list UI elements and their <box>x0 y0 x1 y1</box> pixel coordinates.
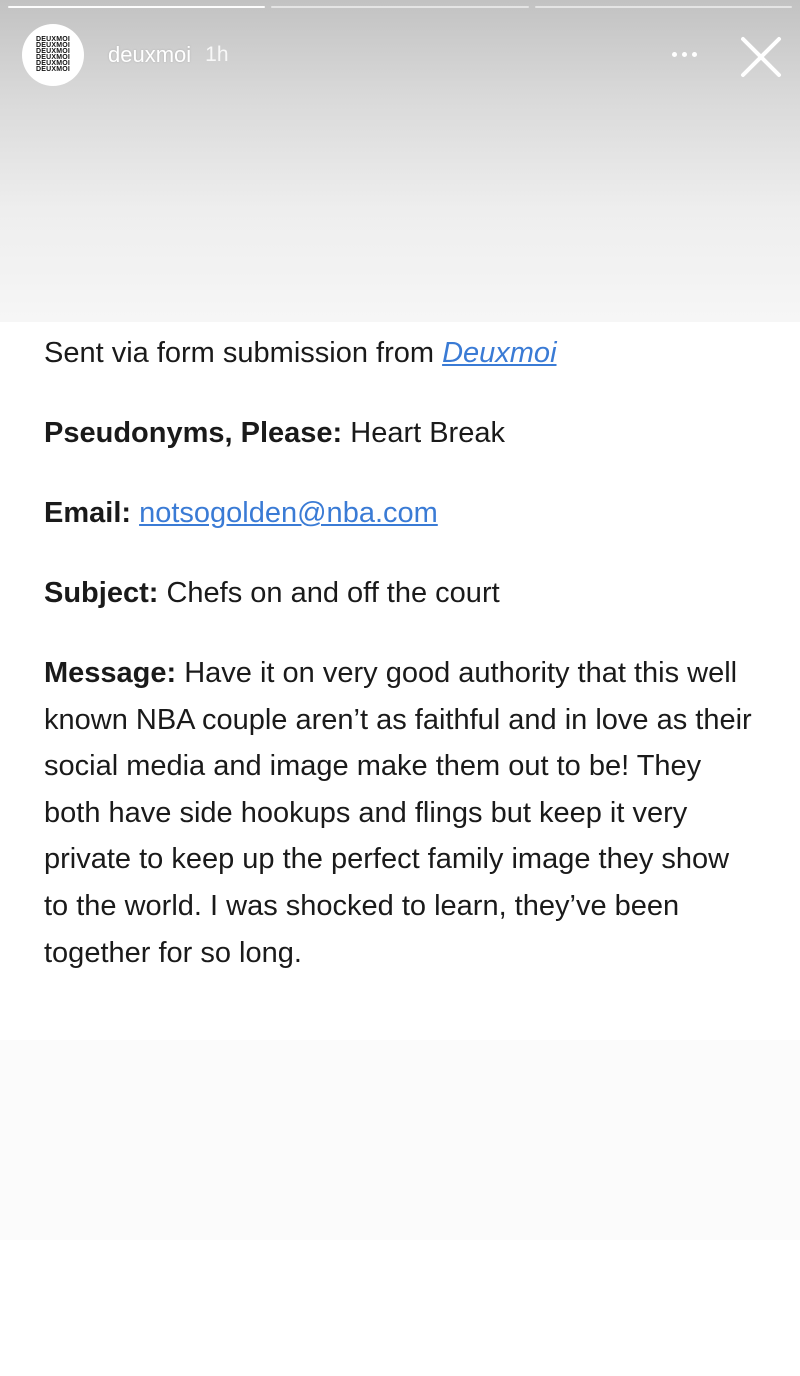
avatar-logo-text: DEUXMOI <box>35 36 71 43</box>
avatar[interactable] <box>22 24 84 86</box>
more-horizontal-icon <box>692 52 697 57</box>
email-line <box>44 490 754 537</box>
subject-label: Subject: <box>44 577 159 609</box>
sent-via-text: Sent via form submission from <box>44 337 443 369</box>
message-label: Message: <box>44 657 177 689</box>
post-time: 1h <box>205 43 229 66</box>
close-button[interactable] <box>738 34 784 80</box>
avatar-logo-text: DEUXMOI <box>35 42 71 49</box>
sent-via-line <box>44 330 754 377</box>
more-horizontal-icon <box>682 52 687 57</box>
avatar-logo-text: DEUXMOI <box>35 60 71 67</box>
story-progress-bar <box>8 6 792 8</box>
progress-segment <box>8 6 265 8</box>
email-link[interactable]: notsogolden@nba.com <box>139 497 438 529</box>
email-screenshot <box>44 330 754 1009</box>
deuxmoi-link[interactable]: Deuxmoi <box>442 337 557 369</box>
email-label: Email: <box>44 497 132 529</box>
pseudonym-line <box>44 410 754 457</box>
more-options-button[interactable] <box>664 44 704 64</box>
avatar-logo <box>36 37 70 73</box>
avatar-logo-text: DEUXMOI <box>35 48 71 55</box>
story-header <box>22 24 229 86</box>
pseudonym-value: Heart Break <box>342 417 505 449</box>
progress-segment <box>535 6 792 8</box>
message-line <box>44 650 754 976</box>
username[interactable]: deuxmoi <box>108 42 192 67</box>
message-value: Have it on very good authority that this well known NBA couple aren’t as faithful and in love as their social media and image make them out to be! They both have side hookups and flings but keep it very private to keep up the perfect family image they show to the world. I was shocked to learn, they’ve been together for so long. <box>44 657 752 969</box>
screenshot-background <box>0 1040 800 1240</box>
progress-segment <box>271 6 528 8</box>
avatar-logo-text: DEUXMOI <box>35 66 71 73</box>
close-icon <box>738 34 784 80</box>
pseudonym-label: Pseudonyms, Please: <box>44 417 343 449</box>
subject-line <box>44 570 754 617</box>
avatar-logo-text: DEUXMOI <box>35 54 71 61</box>
subject-value: Chefs on and off the court <box>158 577 500 609</box>
more-horizontal-icon <box>672 52 677 57</box>
